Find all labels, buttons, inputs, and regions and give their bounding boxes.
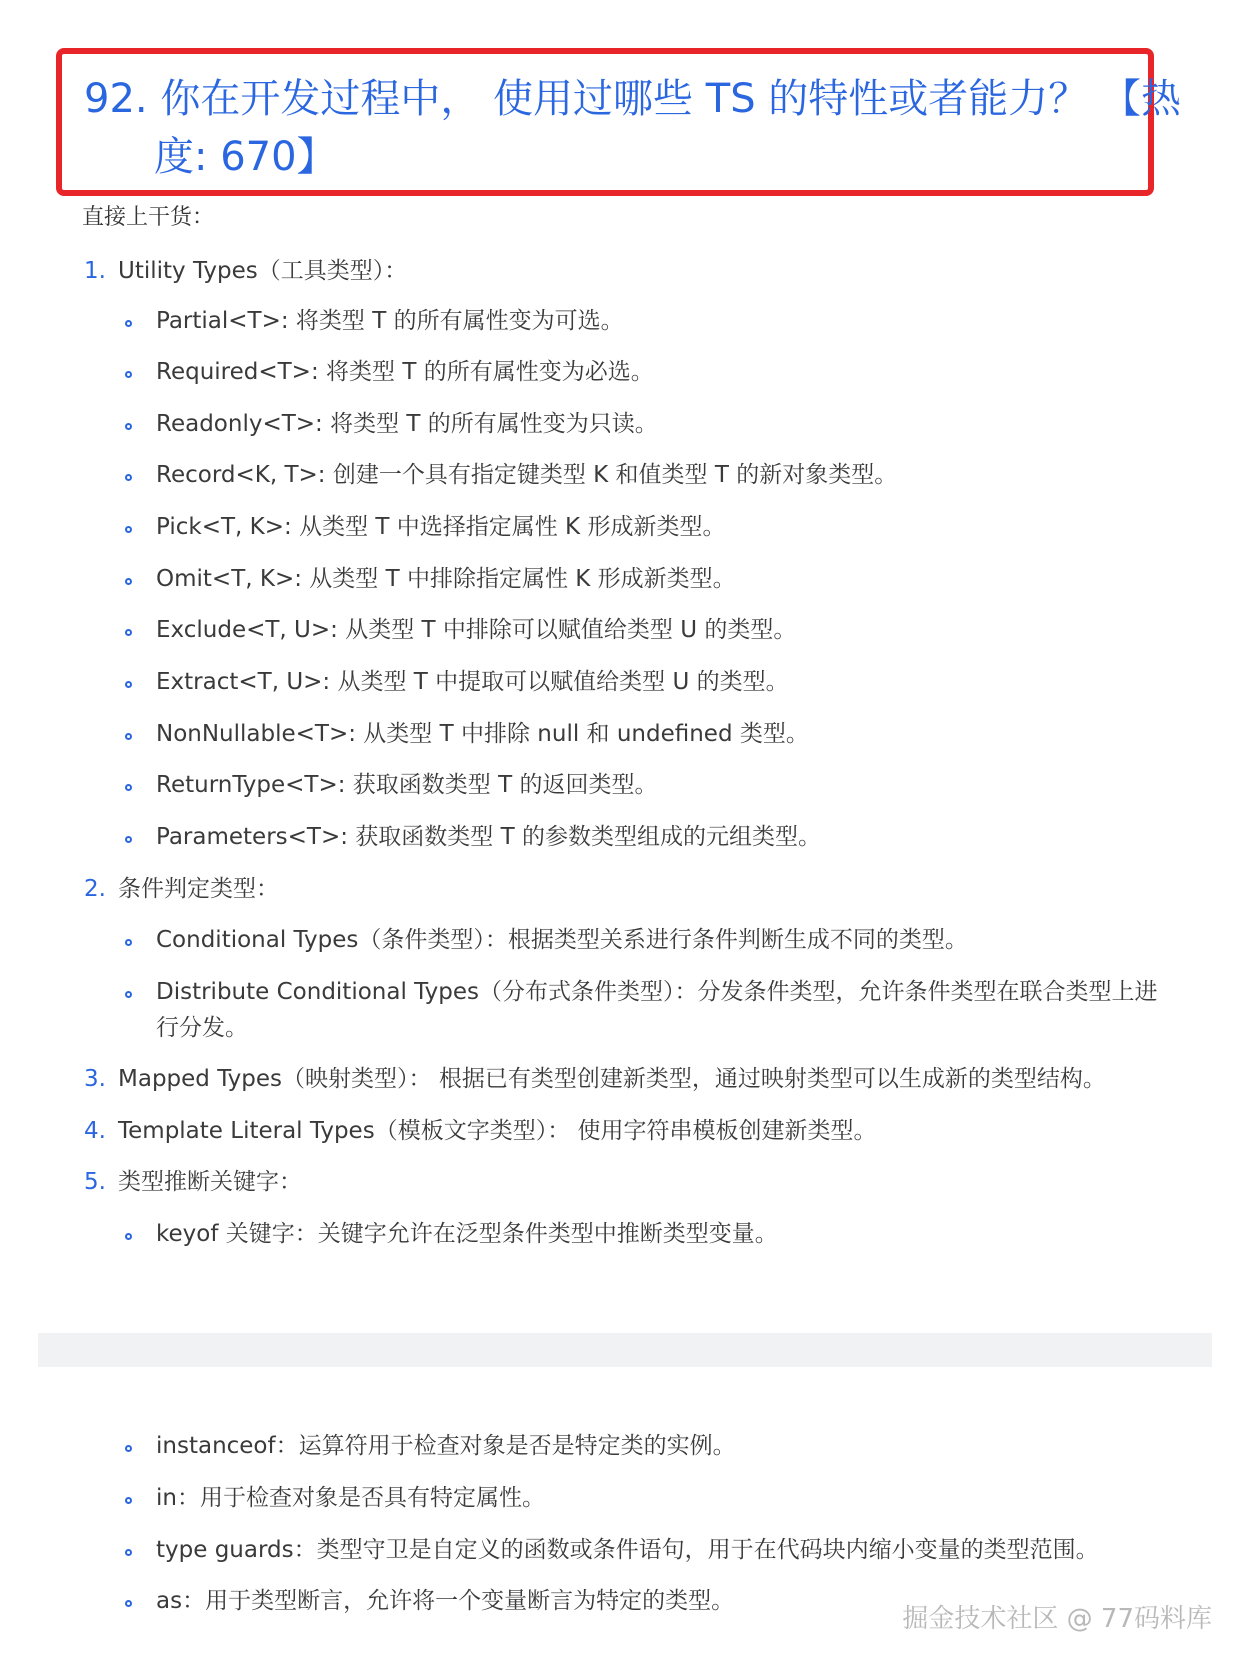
list-item: ReturnType<T>: 获取函数类型 T 的返回类型。 bbox=[156, 772, 658, 798]
list-item: Partial<T>: 将类型 T 的所有属性变为可选。 bbox=[156, 308, 624, 334]
list-item: Pick<T, K>: 从类型 T 中选择指定属性 K 形成新类型。 bbox=[156, 514, 726, 540]
bullet-icon bbox=[125, 526, 132, 533]
bullet-icon bbox=[125, 1549, 132, 1556]
bullet-icon bbox=[125, 1445, 132, 1452]
bullet-icon bbox=[125, 629, 132, 636]
bullet-icon bbox=[125, 1233, 132, 1240]
list-item: instanceof：运算符用于检查对象是否是特定类的实例。 bbox=[156, 1433, 736, 1459]
list-item: Readonly<T>: 将类型 T 的所有属性变为只读。 bbox=[156, 411, 658, 437]
list-item: NonNullable<T>: 从类型 T 中排除 null 和 undefined 类型。 bbox=[156, 721, 809, 747]
section-number-1: 1. bbox=[84, 258, 106, 284]
section-number-4: 4. bbox=[84, 1118, 106, 1144]
bullet-icon bbox=[125, 939, 132, 946]
section-number-3: 3. bbox=[84, 1066, 106, 1092]
bullet-icon bbox=[125, 681, 132, 688]
list-item: Record<K, T>: 创建一个具有指定键类型 K 和值类型 T 的新对象类型。 bbox=[156, 462, 898, 488]
bullet-icon bbox=[125, 836, 132, 843]
intro-text: 直接上干货： bbox=[82, 205, 215, 230]
list-item: Parameters<T>: 获取函数类型 T 的参数类型组成的元组类型。 bbox=[156, 824, 821, 850]
list-item: Distribute Conditional Types（分布式条件类型）：分发条件类型，允许条件类型在联合类型上进行分发。 bbox=[156, 979, 1158, 1041]
section-label-inference-keywords: 类型推断关键字： bbox=[118, 1169, 302, 1195]
list-item: in：用于检查对象是否具有特定属性。 bbox=[156, 1485, 545, 1511]
section-divider bbox=[38, 1333, 1212, 1367]
bullet-icon bbox=[125, 1600, 132, 1607]
list-item: type guards：类型守卫是自定义的函数或条件语句，用于在代码块内缩小变量的类型范围。 bbox=[156, 1537, 1099, 1563]
bullet-icon bbox=[125, 423, 132, 430]
list-item: as：用于类型断言，允许将一个变量断言为特定的类型。 bbox=[156, 1588, 735, 1614]
section-number-5: 5. bbox=[84, 1169, 106, 1195]
watermark-text: 掘金技术社区 @ 77码料库 bbox=[902, 1604, 1212, 1634]
bullet-icon bbox=[125, 733, 132, 740]
list-item: Conditional Types（条件类型）：根据类型关系进行条件判断生成不同的类型。 bbox=[156, 927, 968, 953]
list-item: Extract<T, U>: 从类型 T 中提取可以赋值给类型 U 的类型。 bbox=[156, 669, 789, 695]
section-label-utility-types: Utility Types（工具类型）： bbox=[118, 258, 408, 284]
question-title: 92. 你在开发过程中， 使用过哪些 TS 的特性或者能力？ 【热度: 670】 bbox=[84, 76, 1182, 180]
bullet-icon bbox=[125, 784, 132, 791]
bullet-icon bbox=[125, 474, 132, 481]
list-item: Exclude<T, U>: 从类型 T 中排除可以赋值给类型 U 的类型。 bbox=[156, 617, 797, 643]
bullet-icon bbox=[125, 991, 132, 998]
section-number-2: 2. bbox=[84, 876, 106, 902]
bullet-icon bbox=[125, 578, 132, 585]
bullet-icon bbox=[125, 371, 132, 378]
bullet-icon bbox=[125, 1497, 132, 1504]
bullet-icon bbox=[125, 320, 132, 327]
list-item: Required<T>: 将类型 T 的所有属性变为必选。 bbox=[156, 359, 654, 385]
list-item: Omit<T, K>: 从类型 T 中排除指定属性 K 形成新类型。 bbox=[156, 566, 736, 592]
section-label-mapped-types: Mapped Types（映射类型）： 根据已有类型创建新类型，通过映射类型可以生成新的类型结构。 bbox=[118, 1066, 1106, 1092]
list-item: keyof 关键字：关键字允许在泛型条件类型中推断类型变量。 bbox=[156, 1221, 778, 1247]
section-label-template-literal: Template Literal Types（模板文字类型）： 使用字符串模板创建新类型。 bbox=[118, 1118, 877, 1144]
section-label-conditional: 条件判定类型： bbox=[118, 876, 279, 902]
